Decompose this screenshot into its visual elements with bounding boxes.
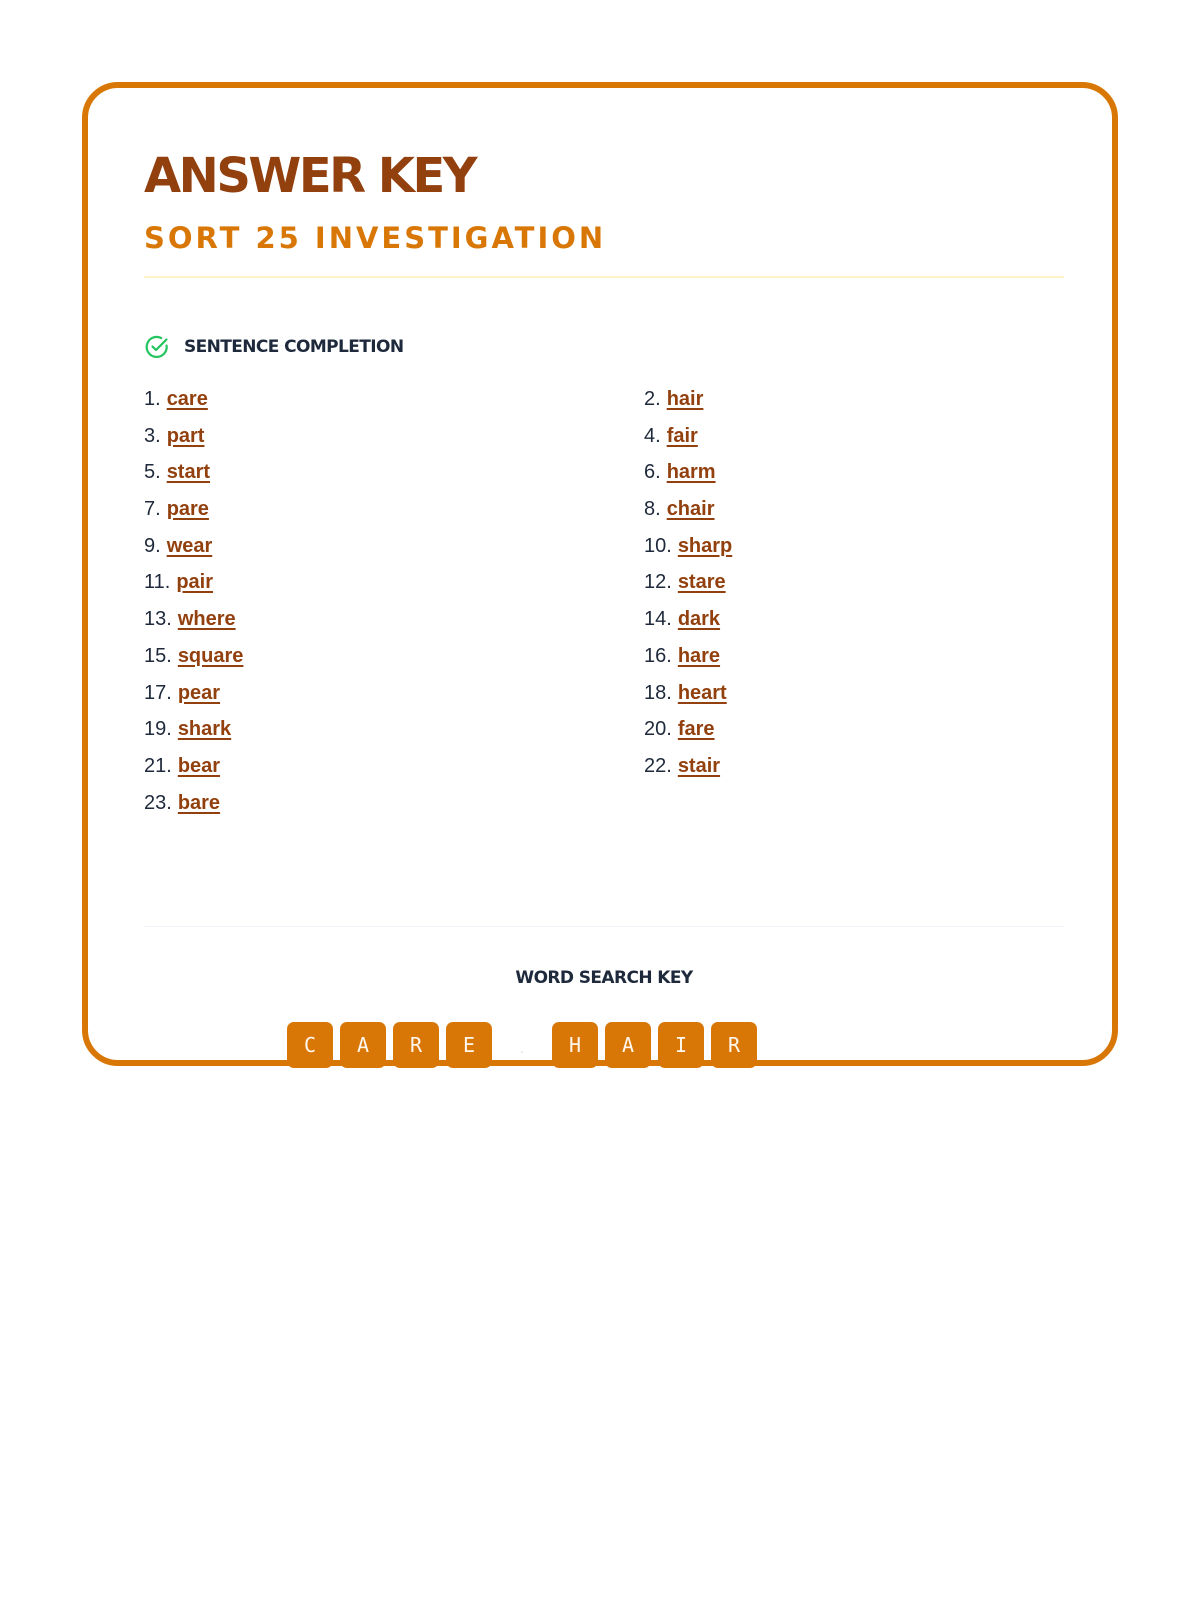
card-content (144, 144, 1064, 1057)
answer-word: chair (666, 498, 715, 521)
answer-item (144, 752, 644, 789)
answer-number: 21. (144, 754, 172, 777)
answer-word: square (177, 644, 244, 667)
answer-word: care (166, 388, 208, 410)
answer-item (144, 458, 644, 495)
answer-item (144, 532, 644, 569)
answer-item (644, 679, 1064, 716)
word-separator: . (520, 1040, 524, 1056)
answer-word: shark (177, 718, 232, 741)
answer-item (644, 642, 1064, 679)
answer-item (144, 605, 644, 642)
page-subtitle: SORT 25 INVESTIGATION (144, 221, 607, 255)
letter-tile: I (658, 1022, 704, 1068)
answer-word: heart (677, 681, 727, 704)
answer-item (644, 532, 1064, 569)
answer-number: 13. (144, 608, 172, 631)
section-divider (144, 926, 1064, 927)
answer-item (144, 495, 644, 532)
answer-number: 22. (644, 754, 672, 777)
answer-number: 2. (644, 388, 661, 410)
answer-key-card (82, 82, 1118, 1066)
answer-number: 9. (144, 534, 161, 557)
answer-item (144, 568, 644, 605)
answer-number: 16. (644, 644, 672, 667)
answer-number: 19. (144, 718, 172, 741)
answer-number: 1. (144, 388, 161, 410)
answer-item (144, 385, 644, 422)
letter-tile: H (552, 1022, 598, 1068)
answer-number: 23. (144, 791, 172, 814)
answer-item (644, 458, 1064, 495)
answer-item (144, 789, 644, 826)
answer-number: 12. (644, 571, 672, 594)
answer-number: 6. (644, 461, 661, 484)
answer-number: 4. (644, 424, 661, 447)
answer-word: fare (677, 718, 715, 741)
answer-word: hair (666, 388, 704, 410)
answer-word: dark (677, 608, 721, 631)
answer-item (644, 605, 1064, 642)
answer-word: start (166, 461, 211, 484)
answer-word: stare (677, 571, 726, 594)
answer-word: part (166, 424, 205, 447)
answer-item (644, 568, 1064, 605)
answer-number: 17. (144, 681, 172, 704)
letter-tile: R (393, 1022, 439, 1068)
answer-item (644, 752, 1064, 789)
answer-number: 18. (644, 681, 672, 704)
answer-item (644, 422, 1064, 459)
letter-tile: R (711, 1022, 757, 1068)
word-search-title: WORD SEARCH KEY (515, 968, 693, 988)
answer-word: harm (666, 461, 716, 484)
answer-word: wear (166, 534, 213, 557)
answer-word: pear (177, 681, 221, 704)
answer-word: fair (666, 424, 698, 447)
answer-item (144, 422, 644, 459)
answer-item (644, 715, 1064, 752)
answer-number: 15. (144, 644, 172, 667)
answer-item (644, 385, 1064, 422)
word-search-tiles (287, 1022, 764, 1068)
letter-tile: A (605, 1022, 651, 1068)
answer-number: 7. (144, 498, 161, 521)
answer-word: bare (177, 791, 221, 814)
answer-number: 20. (644, 718, 672, 741)
answer-number: 3. (144, 424, 161, 447)
check-circle-icon (144, 334, 170, 360)
answer-word: where (177, 608, 236, 631)
answer-number: 10. (644, 534, 672, 557)
answer-number: 8. (644, 498, 661, 521)
letter-tile: A (340, 1022, 386, 1068)
answer-number: 14. (644, 608, 672, 631)
sentence-completion-title: SENTENCE COMPLETION (184, 337, 404, 357)
answer-item (144, 642, 644, 679)
answer-item (644, 495, 1064, 532)
answer-word: pair (176, 571, 214, 594)
header-divider (144, 276, 1064, 278)
answer-number: 11. (144, 571, 171, 594)
answer-word: stair (677, 754, 721, 777)
page-title: ANSWER KEY (144, 148, 476, 204)
answer-word: sharp (677, 534, 733, 557)
answer-number: 5. (144, 461, 161, 484)
answer-word: pare (166, 498, 209, 521)
answers-list (144, 385, 1064, 825)
answer-word: bear (177, 754, 221, 777)
sentence-completion-header (144, 332, 403, 362)
letter-tile: E (446, 1022, 492, 1068)
answer-item (144, 715, 644, 752)
answer-item (144, 679, 644, 716)
letter-tile: C (287, 1022, 333, 1068)
answer-word: hare (677, 644, 721, 667)
